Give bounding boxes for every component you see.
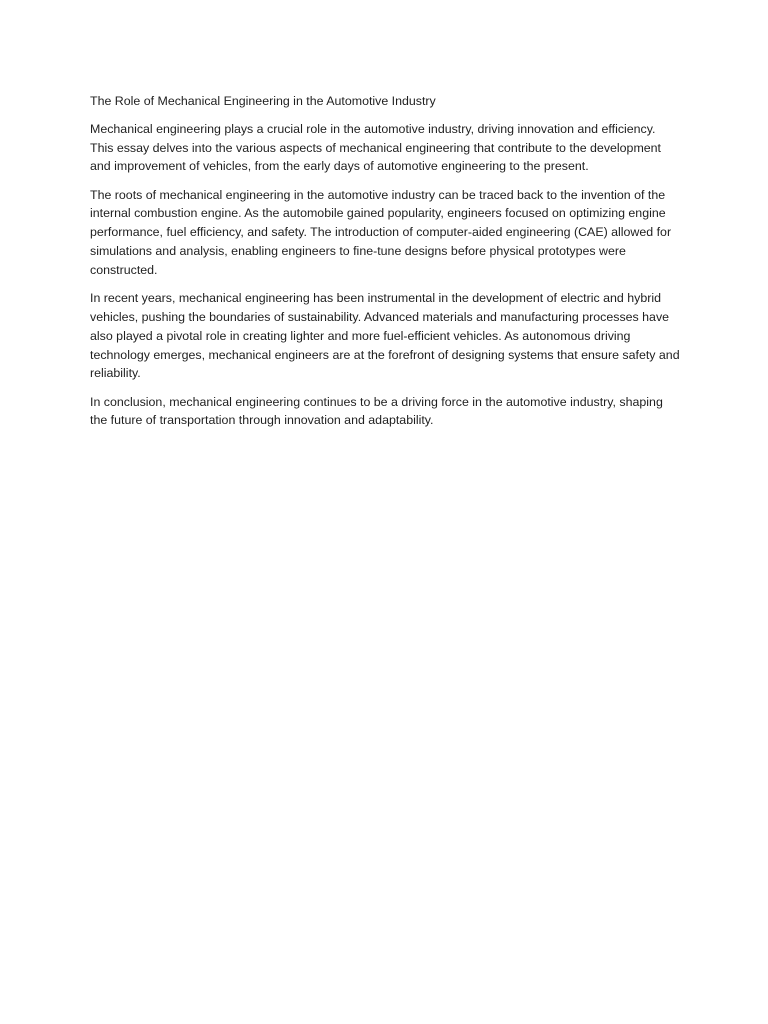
paragraph-intro: Mechanical engineering plays a crucial role in the automotive industry, driving innovation and efficiency. This essay delves into the various aspects of mechanical engineering that contribute to the development and improvement of vehicles, from the early days of automotive engineering to the present. (90, 121, 661, 174)
paragraph-conclusion: In conclusion, mechanical engineering continues to be a driving force in the automotive industry, shaping the future of transportation through innovation and adaptability. (90, 394, 663, 428)
paragraph-history: The roots of mechanical engineering in the automotive industry can be traced back to the invention of the internal combustion engine. As the automobile gained popularity, engineers focused on optimizing engine performance, fuel efficiency, and safety. The introduction of computer-aided engineering (CAE) allowed for simulations and analysis, enabling engineers to fine-tune designs before physical prototypes were constructed. (90, 187, 672, 277)
document-title: The Role of Mechanical Engineering in the Automotive Industry (90, 94, 436, 108)
paragraph-recent-years: In recent years, mechanical engineering has been instrumental in the development of electric and hybrid vehicles, pushing the boundaries of sustainability. Advanced materials and manufacturing processes have also played a pivotal role in creating lighter and more fuel-efficient vehicles. As autonomous driving technology emerges, mechanical engineers are at the forefront of designing systems that ensure safety and reliability. (90, 291, 680, 381)
